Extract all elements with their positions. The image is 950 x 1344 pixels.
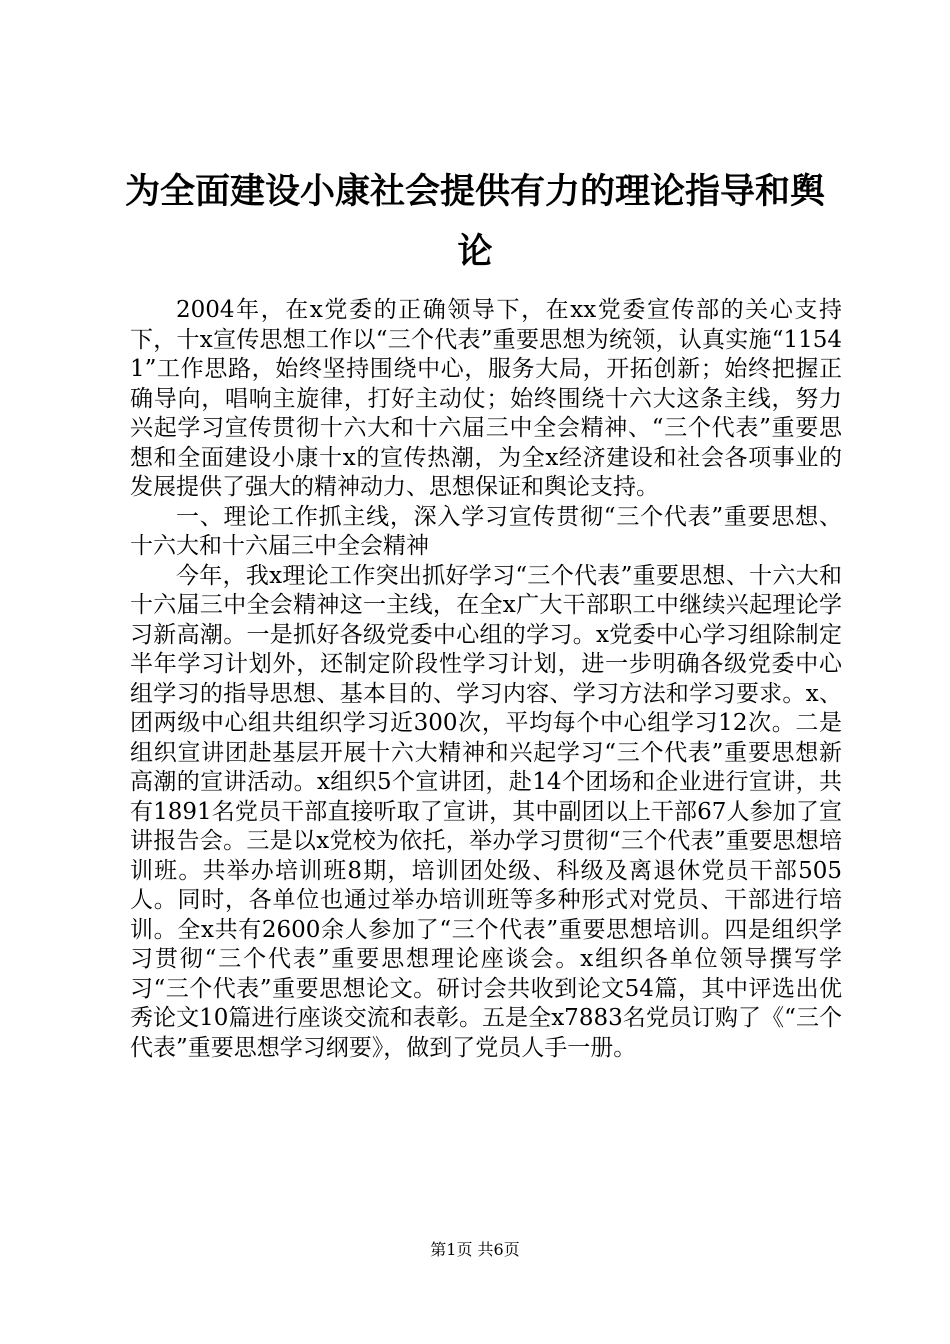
paragraph-section-heading: 一、理论工作抓主线，深入学习宣传贯彻“三个代表”重要思想、十六大和十六届三中全会精神 [130,503,842,559]
page-footer: 第1页 共6页 [430,1240,520,1259]
paragraph-theory-work: 今年，我x理论工作突出抓好学习“三个代表”重要思想、十六大和十六届三中全会精神这一主线，在全x广大干部职工中继续兴起理论学习新高潮。一是抓好各级党委中心组的学习。x党委中心学习组除制定半年学习计划外，还制定阶段性学习计划，进一步明确各级党委中心组学习的指导思想、基本目的、学习内容、学习方法和学习要求。x、团两级中心组共组织学习近300次，平均每个中心组学习12次。二是组织宣讲团赴基层开展十六大精神和兴起学习“三个代表”重要思想新高潮的宣讲活动。x组织5个宣讲团，赴14个团场和企业进行宣讲，共有1891名党员干部直接听取了宣讲，其中副团以上干部67人参加了宣讲报告会。三是以x党校为依托，举办学习贯彻“三个代表”重要思想培训班。共举办培训班8期，培训团处级、科级及离退休党员干部505人。同时，各单位也通过举办培训班等多种形式对党员、干部进行培训。全x共有2600余人参加了“三个代表”重要思想培训。四是组织学习贯彻“三个代表”重要思想理论座谈会。x组织各单位领导撰写学习“三个代表”重要思想论文。研讨会共收到论文54篇，其中评选出优秀论文10篇进行座谈交流和表彰。五是全x7883名党员订购了《“三个代表”重要思想学习纲要》，做到了党员人手一册。 [130,562,842,1061]
document-title: 为全面建设小康社会提供有力的理论指导和舆论 [124,172,825,272]
document-body [130,296,842,1063]
paragraph-intro: 2004年，在x党委的正确领导下，在xx党委宣传部的关心支持下，十x宣传思想工作以“三个代表”重要思想为统领，认真实施“11541”工作思路，始终坚持围绕中心，服务大局，开拓创新；始终把握正确导向，唱响主旋律，打好主动仗；始终围绕十六大这条主线，努力兴起学习宣传贯彻十六大和十六届三中全会精神、“三个代表”重要思想和全面建设小康十x的宣传热潮，为全x经济建设和社会各项事业的发展提供了强大的精神动力、思想保证和舆论支持。 [130,297,842,500]
